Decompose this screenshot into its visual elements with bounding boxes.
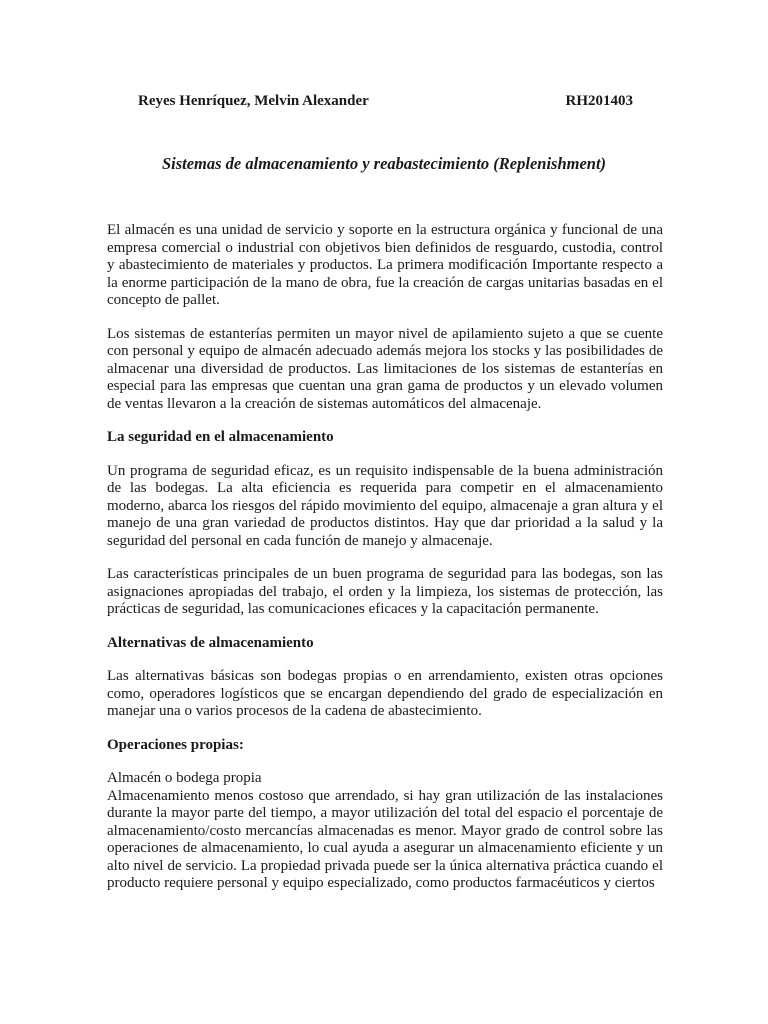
author-name: Reyes Henríquez, Melvin Alexander bbox=[138, 93, 369, 109]
subheading-almacen-propio: Almacén o bodega propia bbox=[107, 770, 262, 786]
document-title: Sistemas de almacenamiento y reabastecimiento (Replenishment) bbox=[161, 154, 607, 173]
heading-alternativas: Alternativas de almacenamiento bbox=[107, 634, 314, 651]
student-id: RH201403 bbox=[565, 93, 633, 109]
heading-seguridad: La seguridad en el almacenamiento bbox=[107, 429, 334, 445]
paragraph-6: Almacenamiento menos costoso que arrendado, si hay gran utilización de las instalaciones durante la mayor parte del tiempo, a mayor utilización del total del espacio el porcentaje de almacenamiento/costo mercancías almacenadas es menor. Mayor grado de control sobre las operaciones de almacenamiento, lo cual ayuda a asegurar un almacenamiento eficiente y un alto nivel de servicio. La propiedad privada puede ser la única alternativa práctica cuando el producto requiere personal y equipo especializado, como productos farmacéuticos y ciertos bbox=[107, 787, 663, 891]
paragraph-2: Los sistemas de estanterías permiten un mayor nivel de apilamiento sujeto a que se cuente con personal y equipo de almacén adecuado además mejora los stocks y las posibilidades de almacenar una diversidad de productos. Las limitaciones de los sistemas de estanterías en especial para las empresas que cuentan una gran gama de productos y un elevado volumen de ventas llevaron a la creación de sistemas automáticos del almacenaje. bbox=[107, 325, 663, 412]
paragraph-4: Las características principales de un buen programa de seguridad para las bodegas, son las asignaciones apropiadas del trabajo, el orden y la limpieza, los sistemas de protección, las prácticas de seguridad, las comunicaciones eficaces y la capacitación permanente. bbox=[107, 566, 663, 617]
paragraph-5: Las alternativas básicas son bodegas propias o en arrendamiento, existen otras opciones como, operadores logísticos que se encargan dependiendo del grado de especialización en manejar una o varios procesos de la cadena de abastecimiento. bbox=[107, 668, 663, 719]
paragraph-3: Un programa de seguridad eficaz, es un requisito indispensable de la buena administración de las bodegas. La alta eficiencia es requerida para competir en el almacenamiento moderno, abarca los riesgos del rápido movimiento del equipo, almacenaje a gran altura y el manejo de una gran variedad de productos distintos. Hay que dar prioridad a la salud y la seguridad del personal en cada función de manejo y almacenaje. bbox=[107, 462, 663, 549]
heading-operaciones-propias: Operaciones propias: bbox=[107, 736, 244, 753]
document-header bbox=[138, 92, 633, 110]
document-body bbox=[107, 222, 663, 909]
paragraph-1: El almacén es una unidad de servicio y soporte en la estructura orgánica y funcional de una empresa comercial o industrial con objetivos bien definidos de resguardo, custodia, control y abastecimiento de materiales y productos. La primera modificación Importante respecto a la enorme participación de la mano de obra, fue la creación de cargas unitarias basadas en el concepto de pallet. bbox=[107, 222, 663, 308]
